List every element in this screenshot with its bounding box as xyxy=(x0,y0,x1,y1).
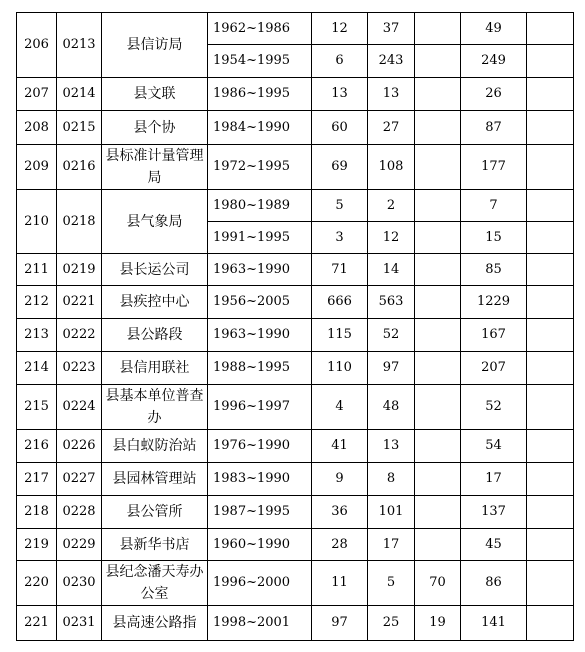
table-row xyxy=(17,319,574,352)
archive-table xyxy=(16,12,574,641)
seq-number-cell: 220 xyxy=(17,561,57,606)
count-a-cell: 11 xyxy=(312,561,368,606)
seq-number-cell: 218 xyxy=(17,496,57,529)
remark-cell xyxy=(527,190,574,222)
seq-number-cell: 206 xyxy=(17,13,57,78)
seq-number-cell: 208 xyxy=(17,111,57,145)
period-cell: 1988~1995 xyxy=(208,352,312,385)
remark-cell xyxy=(527,286,574,319)
unit-name-cell: 县纪念潘天寿办公室 xyxy=(102,561,208,606)
total-cell: 17 xyxy=(461,463,527,496)
table-row xyxy=(17,463,574,496)
count-c-cell: 70 xyxy=(415,561,461,606)
table-body xyxy=(17,13,574,641)
table-row xyxy=(17,13,574,45)
remark-cell xyxy=(527,145,574,190)
count-c-cell xyxy=(415,385,461,430)
total-cell: 167 xyxy=(461,319,527,352)
count-b-cell: 563 xyxy=(368,286,415,319)
count-b-cell: 108 xyxy=(368,145,415,190)
unit-name-cell: 县个协 xyxy=(102,111,208,145)
unit-name-cell: 县高速公路指 xyxy=(102,606,208,641)
total-cell: 26 xyxy=(461,78,527,111)
count-c-cell xyxy=(415,496,461,529)
period-cell: 1954~1995 xyxy=(208,45,312,78)
count-c-cell xyxy=(415,286,461,319)
table-row xyxy=(17,254,574,286)
table-row xyxy=(17,111,574,145)
count-a-cell: 6 xyxy=(312,45,368,78)
count-b-cell: 14 xyxy=(368,254,415,286)
count-b-cell: 8 xyxy=(368,463,415,496)
count-a-cell: 115 xyxy=(312,319,368,352)
count-b-cell: 37 xyxy=(368,13,415,45)
total-cell: 7 xyxy=(461,190,527,222)
seq-number-cell: 219 xyxy=(17,529,57,561)
period-cell: 1963~1990 xyxy=(208,319,312,352)
unit-name-cell: 县信用联社 xyxy=(102,352,208,385)
seq-number-cell: 212 xyxy=(17,286,57,319)
fonds-code-cell: 0227 xyxy=(57,463,102,496)
count-a-cell: 4 xyxy=(312,385,368,430)
unit-name-cell: 县标准计量管理局 xyxy=(102,145,208,190)
table-row xyxy=(17,561,574,606)
unit-name-cell: 县疾控中心 xyxy=(102,286,208,319)
total-cell: 249 xyxy=(461,45,527,78)
seq-number-cell: 215 xyxy=(17,385,57,430)
period-cell: 1996~1997 xyxy=(208,385,312,430)
total-cell: 207 xyxy=(461,352,527,385)
fonds-code-cell: 0231 xyxy=(57,606,102,641)
count-c-cell xyxy=(415,319,461,352)
remark-cell xyxy=(527,352,574,385)
total-cell: 1229 xyxy=(461,286,527,319)
count-c-cell xyxy=(415,13,461,45)
count-b-cell: 5 xyxy=(368,561,415,606)
count-b-cell: 2 xyxy=(368,190,415,222)
total-cell: 87 xyxy=(461,111,527,145)
count-b-cell: 97 xyxy=(368,352,415,385)
count-c-cell xyxy=(415,111,461,145)
period-cell: 1998~2001 xyxy=(208,606,312,641)
count-a-cell: 28 xyxy=(312,529,368,561)
total-cell: 15 xyxy=(461,222,527,254)
count-b-cell: 12 xyxy=(368,222,415,254)
count-b-cell: 25 xyxy=(368,606,415,641)
seq-number-cell: 214 xyxy=(17,352,57,385)
remark-cell xyxy=(527,606,574,641)
count-a-cell: 41 xyxy=(312,430,368,463)
total-cell: 141 xyxy=(461,606,527,641)
remark-cell xyxy=(527,430,574,463)
count-a-cell: 97 xyxy=(312,606,368,641)
fonds-code-cell: 0216 xyxy=(57,145,102,190)
period-cell: 1962~1986 xyxy=(208,13,312,45)
fonds-code-cell: 0228 xyxy=(57,496,102,529)
fonds-code-cell: 0214 xyxy=(57,78,102,111)
count-c-cell xyxy=(415,352,461,385)
remark-cell xyxy=(527,13,574,45)
remark-cell xyxy=(527,111,574,145)
table-row xyxy=(17,385,574,430)
seq-number-cell: 216 xyxy=(17,430,57,463)
fonds-code-cell: 0223 xyxy=(57,352,102,385)
seq-number-cell: 217 xyxy=(17,463,57,496)
fonds-code-cell: 0218 xyxy=(57,190,102,254)
count-a-cell: 13 xyxy=(312,78,368,111)
total-cell: 52 xyxy=(461,385,527,430)
remark-cell xyxy=(527,529,574,561)
unit-name-cell: 县信访局 xyxy=(102,13,208,78)
table-row xyxy=(17,286,574,319)
count-b-cell: 13 xyxy=(368,430,415,463)
unit-name-cell: 县基本单位普查办 xyxy=(102,385,208,430)
fonds-code-cell: 0224 xyxy=(57,385,102,430)
seq-number-cell: 221 xyxy=(17,606,57,641)
fonds-code-cell: 0215 xyxy=(57,111,102,145)
count-c-cell xyxy=(415,190,461,222)
unit-name-cell: 县长运公司 xyxy=(102,254,208,286)
period-cell: 1983~1990 xyxy=(208,463,312,496)
fonds-code-cell: 0226 xyxy=(57,430,102,463)
count-a-cell: 71 xyxy=(312,254,368,286)
count-c-cell xyxy=(415,45,461,78)
unit-name-cell: 县气象局 xyxy=(102,190,208,254)
seq-number-cell: 209 xyxy=(17,145,57,190)
count-c-cell: 19 xyxy=(415,606,461,641)
count-a-cell: 9 xyxy=(312,463,368,496)
table-row xyxy=(17,496,574,529)
remark-cell xyxy=(527,385,574,430)
count-c-cell xyxy=(415,145,461,190)
period-cell: 1987~1995 xyxy=(208,496,312,529)
unit-name-cell: 县新华书店 xyxy=(102,529,208,561)
count-a-cell: 12 xyxy=(312,13,368,45)
period-cell: 1963~1990 xyxy=(208,254,312,286)
remark-cell xyxy=(527,561,574,606)
unit-name-cell: 县园林管理站 xyxy=(102,463,208,496)
total-cell: 177 xyxy=(461,145,527,190)
unit-name-cell: 县文联 xyxy=(102,78,208,111)
table-row xyxy=(17,430,574,463)
period-cell: 1976~1990 xyxy=(208,430,312,463)
seq-number-cell: 210 xyxy=(17,190,57,254)
fonds-code-cell: 0230 xyxy=(57,561,102,606)
total-cell: 49 xyxy=(461,13,527,45)
count-b-cell: 17 xyxy=(368,529,415,561)
period-cell: 1980~1989 xyxy=(208,190,312,222)
period-cell: 1991~1995 xyxy=(208,222,312,254)
table-row xyxy=(17,529,574,561)
count-a-cell: 69 xyxy=(312,145,368,190)
table-row xyxy=(17,352,574,385)
remark-cell xyxy=(527,45,574,78)
count-a-cell: 110 xyxy=(312,352,368,385)
period-cell: 1986~1995 xyxy=(208,78,312,111)
table-row xyxy=(17,145,574,190)
remark-cell xyxy=(527,78,574,111)
count-a-cell: 36 xyxy=(312,496,368,529)
unit-name-cell: 县公管所 xyxy=(102,496,208,529)
count-b-cell: 48 xyxy=(368,385,415,430)
table-row xyxy=(17,190,574,222)
remark-cell xyxy=(527,319,574,352)
count-b-cell: 101 xyxy=(368,496,415,529)
remark-cell xyxy=(527,222,574,254)
count-b-cell: 27 xyxy=(368,111,415,145)
period-cell: 1996~2000 xyxy=(208,561,312,606)
count-b-cell: 52 xyxy=(368,319,415,352)
count-c-cell xyxy=(415,430,461,463)
table-row xyxy=(17,606,574,641)
period-cell: 1984~1990 xyxy=(208,111,312,145)
fonds-code-cell: 0213 xyxy=(57,13,102,78)
count-c-cell xyxy=(415,529,461,561)
seq-number-cell: 207 xyxy=(17,78,57,111)
total-cell: 45 xyxy=(461,529,527,561)
table-row xyxy=(17,78,574,111)
seq-number-cell: 211 xyxy=(17,254,57,286)
period-cell: 1956~2005 xyxy=(208,286,312,319)
total-cell: 54 xyxy=(461,430,527,463)
unit-name-cell: 县公路段 xyxy=(102,319,208,352)
total-cell: 85 xyxy=(461,254,527,286)
remark-cell xyxy=(527,496,574,529)
total-cell: 137 xyxy=(461,496,527,529)
fonds-code-cell: 0219 xyxy=(57,254,102,286)
seq-number-cell: 213 xyxy=(17,319,57,352)
remark-cell xyxy=(527,254,574,286)
count-c-cell xyxy=(415,222,461,254)
unit-name-cell: 县白蚁防治站 xyxy=(102,430,208,463)
period-cell: 1972~1995 xyxy=(208,145,312,190)
count-a-cell: 666 xyxy=(312,286,368,319)
count-a-cell: 60 xyxy=(312,111,368,145)
count-c-cell xyxy=(415,463,461,496)
fonds-code-cell: 0222 xyxy=(57,319,102,352)
remark-cell xyxy=(527,463,574,496)
count-c-cell xyxy=(415,78,461,111)
count-c-cell xyxy=(415,254,461,286)
period-cell: 1960~1990 xyxy=(208,529,312,561)
count-b-cell: 243 xyxy=(368,45,415,78)
fonds-code-cell: 0229 xyxy=(57,529,102,561)
count-b-cell: 13 xyxy=(368,78,415,111)
count-a-cell: 5 xyxy=(312,190,368,222)
total-cell: 86 xyxy=(461,561,527,606)
count-a-cell: 3 xyxy=(312,222,368,254)
fonds-code-cell: 0221 xyxy=(57,286,102,319)
